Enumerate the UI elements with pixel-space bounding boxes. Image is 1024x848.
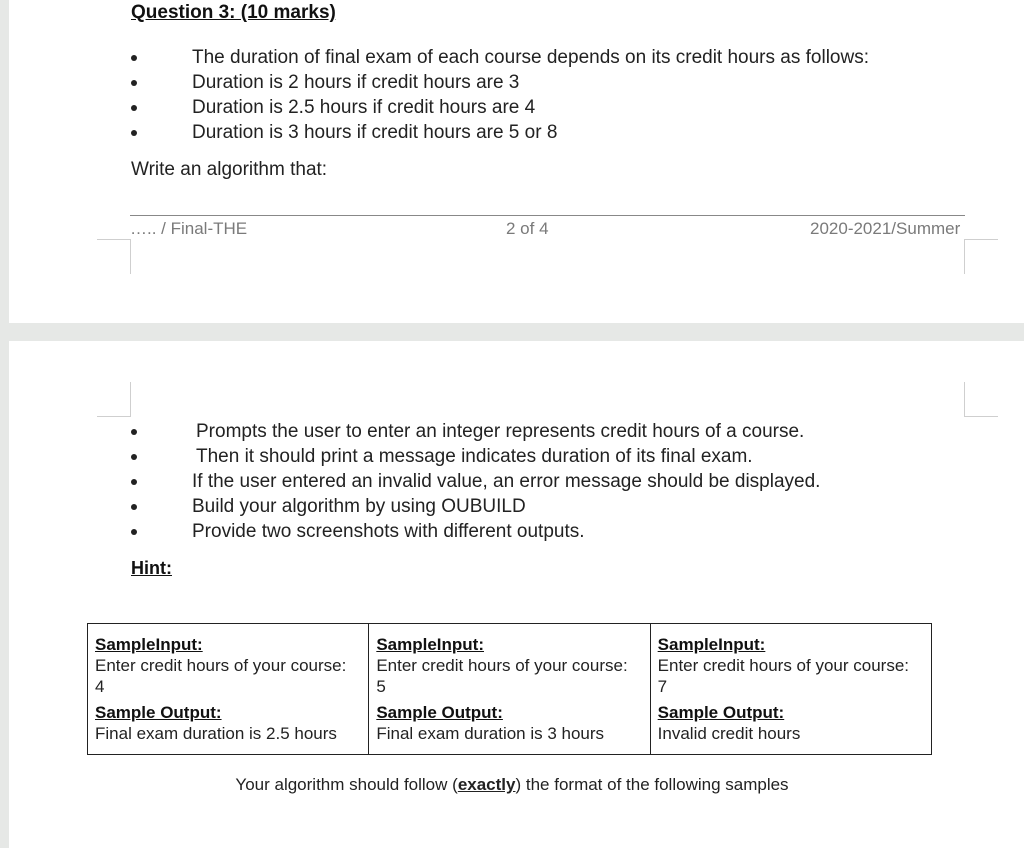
bullet-icon <box>131 454 137 460</box>
sample-input-label: SampleInput: <box>95 635 203 654</box>
question-title: Question 3: (10 marks) <box>131 2 336 23</box>
caption-emphasis: exactly <box>457 775 516 794</box>
margin-corner-mark <box>97 382 131 417</box>
bullet-icon <box>131 55 137 61</box>
margin-corner-mark <box>97 239 131 274</box>
list-item: Then it should print a message indicates duration of its final exam. <box>131 444 820 469</box>
sample-cell-2 <box>369 624 650 755</box>
duration-rules-list <box>131 45 869 145</box>
sample-cell-3 <box>650 624 931 755</box>
sample-input-label: SampleInput: <box>657 635 766 654</box>
sample-input-value: 5 <box>376 677 386 696</box>
sample-prompt: Enter credit hours of your course: <box>376 656 628 675</box>
sample-output-label: Sample Output: <box>657 703 785 722</box>
sample-output-label: Sample Output: <box>95 703 222 722</box>
footer-left: ….. / Final-THE <box>130 219 248 238</box>
list-item: Provide two screenshots with different outputs. <box>131 519 820 544</box>
bullet-icon <box>131 429 137 435</box>
list-item: If the user entered an invalid value, an error message should be displayed. <box>131 469 820 494</box>
sample-output-label: Sample Output: <box>376 703 503 722</box>
samples-table <box>87 623 932 755</box>
document-page-3 <box>9 341 1024 848</box>
sample-cell-1 <box>88 624 369 755</box>
algorithm-intro: Write an algorithm that: <box>131 159 328 180</box>
sample-output-value: Invalid credit hours <box>657 724 801 743</box>
bullet-icon <box>131 504 137 510</box>
sample-output-value: Final exam duration is 2.5 hours <box>95 724 337 743</box>
bullet-icon <box>131 529 137 535</box>
list-item: Duration is 2 hours if credit hours are 3 <box>131 70 869 95</box>
footer-divider <box>130 215 965 216</box>
table-row <box>88 624 932 755</box>
sample-input-label: SampleInput: <box>376 635 484 654</box>
samples-caption: Your algorithm should follow (exactly) the format of the following samples <box>235 775 789 794</box>
margin-corner-mark <box>964 239 998 274</box>
bullet-icon <box>131 80 137 86</box>
list-item: Prompts the user to enter an integer represents credit hours of a course. <box>131 419 820 444</box>
hint-heading: Hint: <box>131 558 172 578</box>
list-item: Duration is 2.5 hours if credit hours are 4 <box>131 95 869 120</box>
sample-input-value: 7 <box>657 677 668 696</box>
sample-prompt: Enter credit hours of your course: <box>95 656 347 675</box>
footer-right: 2020-2021/Summer <box>810 219 961 238</box>
bullet-icon <box>131 479 137 485</box>
list-item: Duration is 3 hours if credit hours are 5 or 8 <box>131 120 869 145</box>
document-page-2 <box>9 0 1024 323</box>
footer-page-number: 2 of 4 <box>506 219 549 238</box>
sample-output-value: Final exam duration is 3 hours <box>376 724 605 743</box>
margin-corner-mark <box>964 382 998 417</box>
list-item: The duration of final exam of each course depends on its credit hours as follows: <box>131 45 869 70</box>
bullet-icon <box>131 105 137 111</box>
list-item: Build your algorithm by using OUBUILD <box>131 494 820 519</box>
requirements-list <box>131 419 820 544</box>
sample-input-value: 4 <box>95 677 105 696</box>
bullet-icon <box>131 130 137 136</box>
sample-prompt: Enter credit hours of your course: <box>657 656 909 675</box>
